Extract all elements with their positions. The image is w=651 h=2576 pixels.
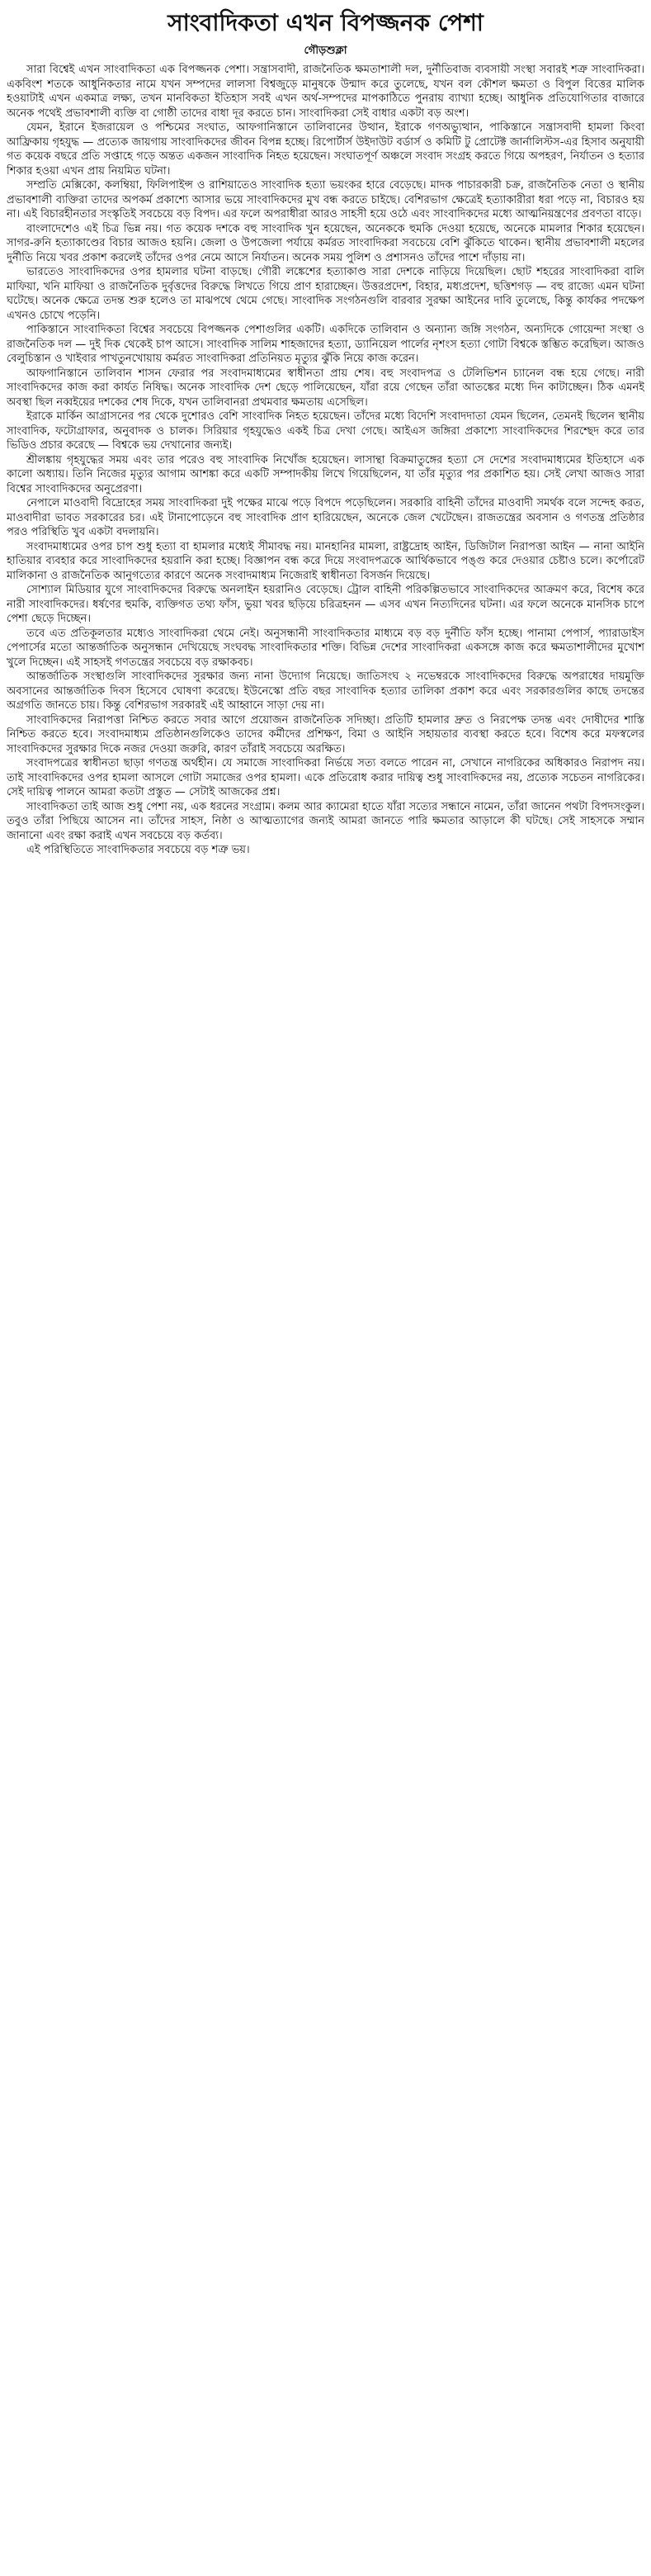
paragraph: এই পরিস্থিতিতে সাংবাদিকতার সবচেয়ে বড় শত্রু ভয়।: [26, 844, 250, 856]
paragraph: যেমন, ইরানে ইজরায়েল ও পশ্চিমের সংঘাত, আফগানিস্তানে তালিবানের উত্থান, ইরাকে গণঅভ্যুত্থান, পাকিস্তানে সন্ত্রাসবাদী হামলা কিংবা আফ্রিকায় গৃহযুদ্ধ — প্রত্যেক জায়গায় সাংবাদিকদের জীবন বিপন্ন হচ্ছে। রিপোর্টার্স উইদাউট বর্ডার্স ও কমিটি টু প্রোটেক্ট জার্নালিস্টস-এর হিসাব অনুযায়ী গত কয়েক বছরে প্রতি সপ্তাহে গড়ে অন্তত একজন সাংবাদিক নিহত হয়েছেন। সংঘাতপূর্ণ অঞ্চলে সংবাদ সংগ্রহ করতে গিয়ে অপহরণ, নির্যাতন ও হত্যার শিকার হওয়া এখন প্রায় নিয়মিত ঘটনা।: [7, 121, 644, 178]
paragraph: সারা বিশ্বেই এখন সাংবাদিকতা এক বিপজ্জনক পেশা। সন্ত্রাসবাদী, রাজনৈতিক ক্ষমতাশালী দল, দুর্নীতিবাজ ব্যবসায়ী সংস্থা সবারই শত্রু সাংবাদিকরা। একবিংশ শতকে আধুনিকতার নামে যখন সম্পদের লালসা বিশ্বজুড়ে মানুষকে উন্মাদ করে তুলেছে, যখন বল কৌশল ক্ষমতা ও বিপুল বিত্তের মালিক হওয়াটাই এখন একমাত্র লক্ষ্য, তখন মানবিকতা ইতিহাস সবই এখন অর্থ-সম্পদের মাপকাঠিতে পুনরায় ব্যাখ্যা হচ্ছে। আধুনিক প্রতিযোগিতার বাজারে অনেক পথেই প্রভাবশালী ব্যক্তি বা গোষ্ঠী তাদের বাধা দূর করতে চান। সাংবাদিকরা সেই বাধার একটা বড় অংশ।: [7, 64, 644, 120]
paragraph: ইরাকে মার্কিন আগ্রাসনের পর থেকে দুশোরও বেশি সাংবাদিক নিহত হয়েছেন। তাঁদের মধ্যে বিদেশি সংবাদদাতা যেমন ছিলেন, তেমনই ছিলেন স্থানীয় সাংবাদিক, ফটোগ্রাফার, অনুবাদক ও চালক। সিরিয়ার গৃহযুদ্ধেও একই চিত্র দেখা গেছে। আইএস জঙ্গিরা প্রকাশ্যে সাংবাদিকদের শিরশ্ছেদ করে তার ভিডিও প্রচার করেছে — বিশ্বকে ভয় দেখানোর জন্যই।: [7, 410, 644, 452]
paragraph: বাংলাদেশেও এই চিত্র ভিন্ন নয়। গত কয়েক দশকে বহু সাংবাদিক খুন হয়েছেন, অনেককে হুমকি দেওয়া হয়েছে, অনেকে মামলার শিকার হয়েছেন। সাগর-রুনি হত্যাকাণ্ডের বিচার আজও হয়নি। জেলা ও উপজেলা পর্যায়ে কর্মরত সাংবাদিকরা সবচেয়ে বেশি ঝুঁকিতে থাকেন। স্থানীয় প্রভাবশালী মহলের দুর্নীতি নিয়ে খবর প্রকাশ করলেই তাঁদের ওপর নেমে আসে নির্যাতন। অনেক সময় পুলিশ ও প্রশাসনও তাঁদের পাশে দাঁড়ায় না।: [7, 222, 644, 264]
article-author: গৌড়শুক্লা: [304, 45, 347, 57]
paragraph: শ্রীলঙ্কায় গৃহযুদ্ধের সময় এবং তার পরেও বহু সাংবাদিক নিখোঁজ হয়েছেন। লাসান্থা বিক্রমাতুঙ্গের হত্যা সে দেশের সংবাদমাধ্যমের ইতিহাসে এক কালো অধ্যায়। তিনি নিজের মৃত্যুর আগাম আশঙ্কা করে একটি সম্পাদকীয় লিখে গিয়েছিলেন, যা তাঁর মৃত্যুর পর প্রকাশিত হয়। সেই লেখা আজও সারা বিশ্বের সাংবাদিকদের অনুপ্রেরণা।: [7, 453, 644, 495]
article-body: [7, 63, 644, 2573]
paragraph: আফগানিস্তানে তালিবান শাসন ফেরার পর সংবাদমাধ্যমের স্বাধীনতা প্রায় শেষ। বহু সংবাদপত্র ও টেলিভিশন চ্যানেল বন্ধ হয়ে গেছে। নারী সাংবাদিকদের কাজ করা কার্যত নিষিদ্ধ। অনেক সাংবাদিক দেশ ছেড়ে পালিয়েছেন, যাঁরা রয়ে গেছেন তাঁরা আতঙ্কের মধ্যে দিন কাটাচ্ছেন। ঠিক এমনই অবস্থা ছিল নব্বইয়ের দশকের শেষ দিকে, যখন তালিবানরা প্রথমবার ক্ষমতায় এসেছিল।: [7, 367, 644, 409]
paragraph: তবে এত প্রতিকূলতার মধ্যেও সাংবাদিকরা থেমে নেই। অনুসন্ধানী সাংবাদিকতার মাধ্যমে বড় বড় দুর্নীতি ফাঁস হচ্ছে। পানামা পেপার্স, প্যারাডাইস পেপার্সের মতো আন্তর্জাতিক অনুসন্ধান দেখিয়েছে সংঘবদ্ধ সাংবাদিকতার শক্তি। বিভিন্ন দেশের সাংবাদিকরা একসঙ্গে কাজ করে ক্ষমতাশালীদের মুখোশ খুলে দিচ্ছেন। এই সাহসই গণতন্ত্রের সবচেয়ে বড় রক্ষাকবচ।: [7, 627, 644, 669]
paragraph: সাংবাদিকতা তাই আজ শুধু পেশা নয়, এক ধরনের সংগ্রাম। কলম আর ক্যামেরা হাতে যাঁরা সত্যের সন্ধানে নামেন, তাঁরা জানেন পথটা বিপদসংকুল। তবুও তাঁরা পিছিয়ে আসেন না। তাঁদের সাহস, নিষ্ঠা ও আত্মত্যাগের জন্যই আমরা জানতে পারি ক্ষমতার আড়ালে কী ঘটছে। সেই সাহসকে সম্মান জানানো এবং রক্ষা করাই এখন সবচেয়ে বড় কর্তব্য।: [7, 800, 644, 842]
paragraph: সংবাদপত্রের স্বাধীনতা ছাড়া গণতন্ত্র অর্থহীন। যে সমাজে সাংবাদিকরা নির্ভয়ে সত্য বলতে পারেন না, সেখানে নাগরিকের অধিকারও নিরাপদ নয়। তাই সাংবাদিকদের ওপর হামলা আসলে গোটা সমাজের ওপর হামলা। একে প্রতিরোধ করার দায়িত্ব শুধু সাংবাদিকদের নয়, প্রত্যেক সচেতন নাগরিকের। সেই দায়িত্ব পালনে আমরা কতটা প্রস্তুত — সেটাই আজকের প্রশ্ন।: [7, 757, 644, 798]
paragraph: নেপালে মাওবাদী বিদ্রোহের সময় সাংবাদিকরা দুই পক্ষের মাঝে পড়ে বিপদে পড়েছিলেন। সরকারি বাহিনী তাঁদের মাওবাদী সমর্থক বলে সন্দেহ করত, মাওবাদীরা ভাবত সরকারের চর। এই টানাপোড়েনে বহু সাংবাদিক প্রাণ হারিয়েছেন, অনেকে জেল খেটেছেন। রাজতন্ত্রের অবসান ও গণতন্ত্র প্রতিষ্ঠার পরও পরিস্থিতি খুব একটা বদলায়নি।: [7, 497, 644, 538]
paragraph: সম্প্রতি মেক্সিকো, কলম্বিয়া, ফিলিপাইন্স ও রাশিয়াতেও সাংবাদিক হত্যা ভয়ংকর হারে বেড়েছে। মাদক পাচারকারী চক্র, রাজনৈতিক নেতা ও স্থানীয় প্রভাবশালী ব্যক্তিরা তাদের অপকর্ম প্রকাশ্যে আসার ভয়ে সাংবাদিকদের মুখ বন্ধ করতে চাইছে। বেশিরভাগ ক্ষেত্রেই হত্যাকারীরা ধরা পড়ে না, বিচারও হয় না। এই বিচারহীনতার সংস্কৃতিই সবচেয়ে বড় বিপদ। এর ফলে অপরাধীরা আরও সাহসী হয়ে ওঠে এবং সাংবাদিকদের মধ্যে আত্মনিয়ন্ত্রণের প্রবণতা বাড়ে।: [7, 179, 644, 220]
paragraph: পাকিস্তানে সাংবাদিকতা বিশ্বের সবচেয়ে বিপজ্জনক পেশাগুলির একটি। একদিকে তালিবান ও অন্যান্য জঙ্গি সংগঠন, অন্যদিকে গোয়েন্দা সংস্থা ও রাজনৈতিক দল — দুই দিক থেকেই চাপ আসে। সাংবাদিক সালিম শাহজাদের হত্যা, ড্যানিয়েল পার্লের নৃশংস হত্যা গোটা বিশ্বকে স্তম্ভিত করেছিল। আজও বেলুচিস্তান ও খাইবার পাখতুনখোয়ায় কর্মরত সাংবাদিকরা প্রতিনিয়ত মৃত্যুর ঝুঁকি নিয়ে কাজ করেন।: [7, 324, 644, 365]
article-title: সাংবাদিকতা এখন বিপজ্জনক পেশা: [167, 9, 484, 36]
paragraph: আন্তর্জাতিক সংস্থাগুলি সাংবাদিকদের সুরক্ষার জন্য নানা উদ্যোগ নিয়েছে। জাতিসংঘ ২ নভেম্বরকে সাংবাদিকদের বিরুদ্ধে অপরাধের দায়মুক্তি অবসানের আন্তর্জাতিক দিবস হিসেবে ঘোষণা করেছে। ইউনেস্কো প্রতি বছর সাংবাদিক হত্যার তালিকা প্রকাশ করে এবং সরকারগুলির কাছে তদন্তের অগ্রগতি জানতে চায়। কিন্তু বেশিরভাগ সরকারই এই আহ্বানে সাড়া দেয় না।: [7, 670, 644, 712]
paragraph: সাংবাদিকদের নিরাপত্তা নিশ্চিত করতে সবার আগে প্রয়োজন রাজনৈতিক সদিচ্ছা। প্রতিটি হামলার দ্রুত ও নিরপেক্ষ তদন্ত এবং দোষীদের শাস্তি নিশ্চিত করতে হবে। সংবাদমাধ্যম প্রতিষ্ঠানগুলিকেও তাদের কর্মীদের প্রশিক্ষণ, বিমা ও আইনি সহায়তার ব্যবস্থা করতে হবে। বিশেষ করে মফস্বলের সাংবাদিকদের সুরক্ষার দিকে নজর দেওয়া জরুরি, কারণ তাঁরাই সবচেয়ে অরক্ষিত।: [7, 713, 644, 755]
paragraph: সোশ্যাল মিডিয়ার যুগে সাংবাদিকদের বিরুদ্ধে অনলাইন হয়রানিও বেড়েছে। ট্রোল বাহিনী পরিকল্পিতভাবে সাংবাদিকদের আক্রমণ করে, বিশেষ করে নারী সাংবাদিকদের। ধর্ষণের হুমকি, ব্যক্তিগত তথ্য ফাঁস, ভুয়া খবর ছড়িয়ে চরিত্রহনন — এসব এখন নিত্যদিনের ঘটনা। এর ফলে অনেকে মানসিক চাপে পেশা ছেড়ে দিচ্ছেন।: [7, 584, 644, 625]
paragraph: সংবাদমাধ্যমের ওপর চাপ শুধু হত্যা বা হামলার মধ্যেই সীমাবদ্ধ নয়। মানহানির মামলা, রাষ্ট্রদ্রোহ আইন, ডিজিটাল নিরাপত্তা আইন — নানা আইনি হাতিয়ার ব্যবহার করে সাংবাদিকদের হয়রানি করা হচ্ছে। বিজ্ঞাপন বন্ধ করে দিয়ে সংবাদপত্রকে আর্থিকভাবে পঙ্গু করে দেওয়ার চেষ্টাও চলে। কর্পোরেট মালিকানা ও রাজনৈতিক আনুগত্যের কারণে অনেক সংবাদমাধ্যম নিজেরাই স্বাধীনতা বিসর্জন দিয়েছে।: [7, 540, 644, 582]
paragraph: ভারতেও সাংবাদিকদের ওপর হামলার ঘটনা বাড়ছে। গৌরী লঙ্কেশের হত্যাকাণ্ড সারা দেশকে নাড়িয়ে দিয়েছিল। ছোট শহরের সাংবাদিকরা বালি মাফিয়া, খনি মাফিয়া ও রাজনৈতিক দুর্বৃত্তদের বিরুদ্ধে লিখতে গিয়ে প্রাণ হারাচ্ছেন। উত্তরপ্রদেশ, বিহার, মধ্যপ্রদেশ, ছত্তিশগড় — বহু রাজ্যে এমন ঘটনা ঘটেছে। অনেক ক্ষেত্রে তদন্ত শুরু হলেও তা মাঝপথে থেমে গেছে। সাংবাদিক সংগঠনগুলি বারবার সুরক্ষা আইনের দাবি তুলেছে, কিন্তু কার্যকর পদক্ষেপ এখনও চোখে পড়েনি।: [7, 266, 644, 322]
